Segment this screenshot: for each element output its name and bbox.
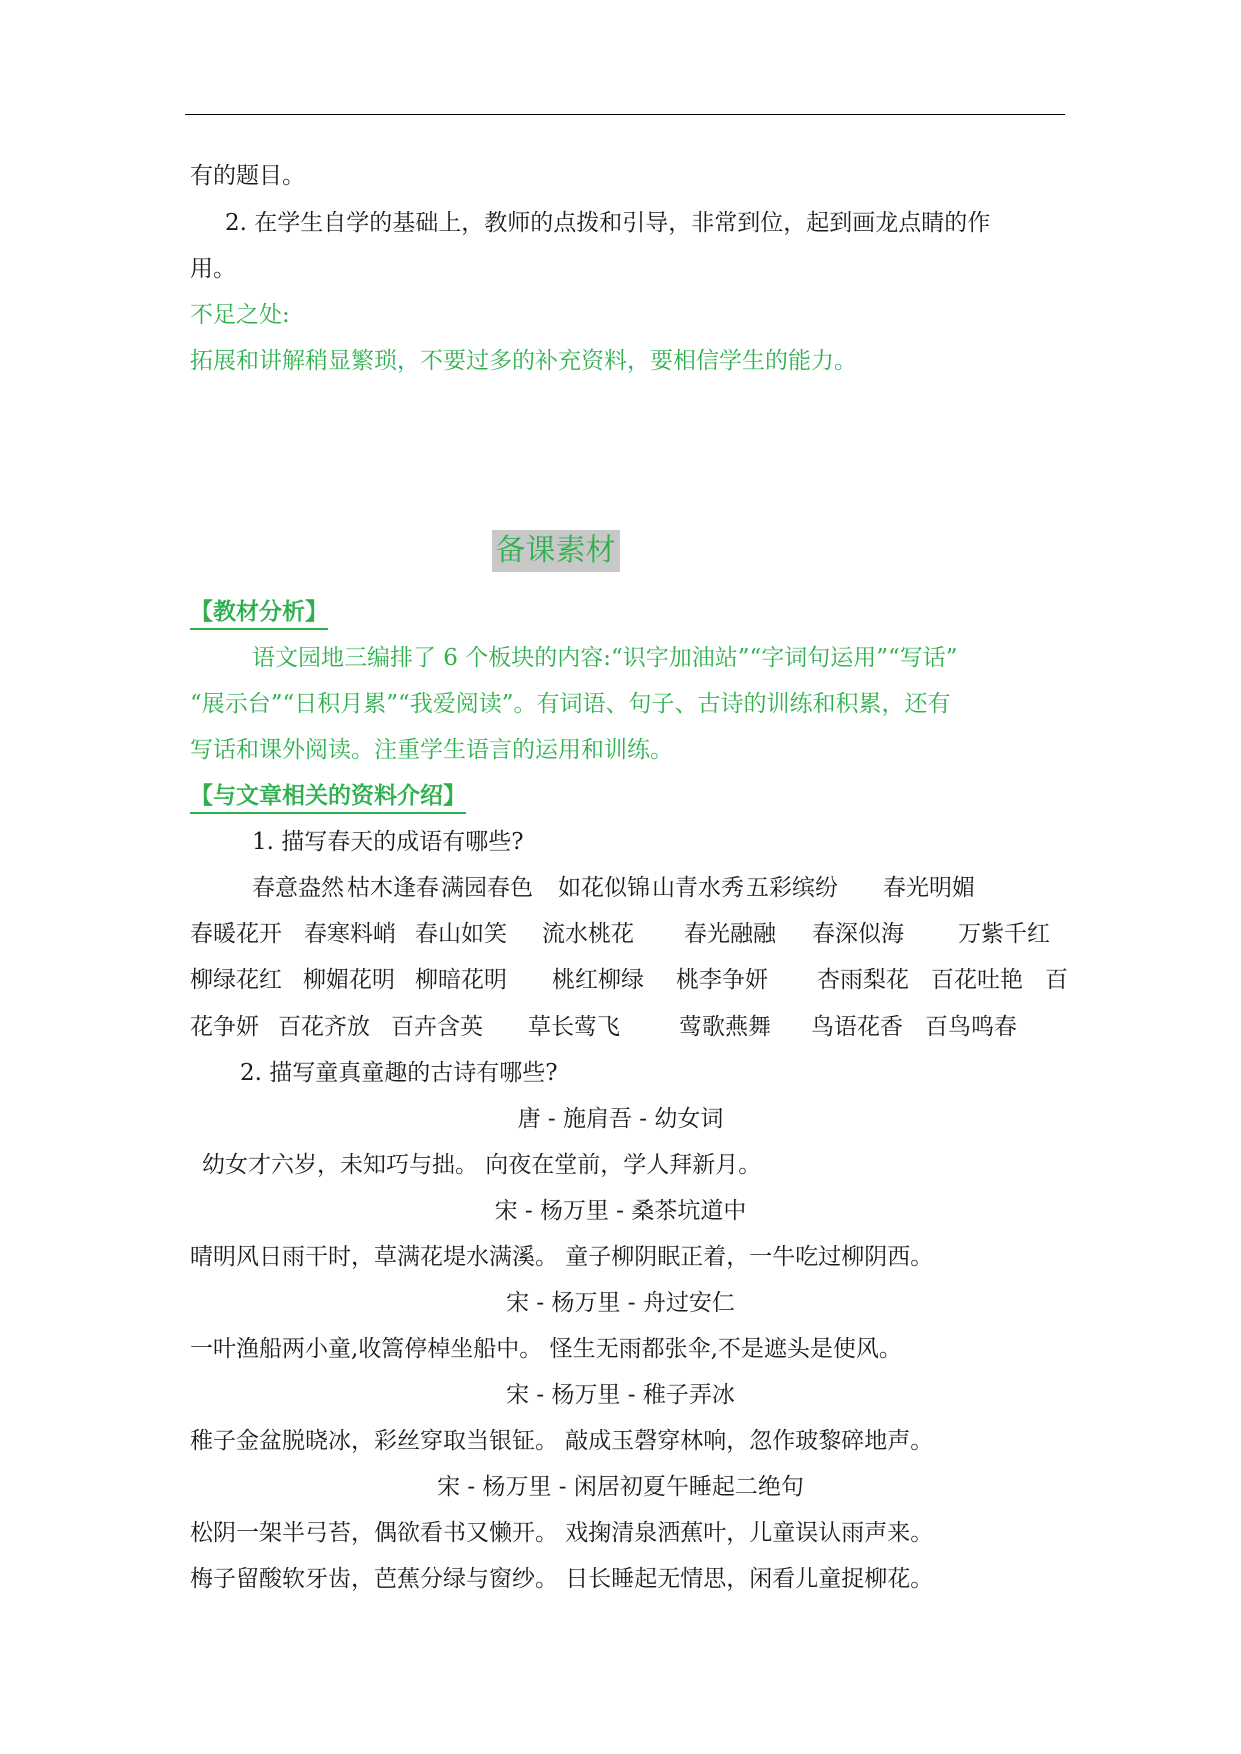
poem-line: 稚子金盆脱晓冰，彩丝穿取当银钲。 敲成玉磬穿林响，忽作玻黎碎地声。 [190, 1428, 934, 1454]
poem-title: 宋 - 杨万里 - 稚子弄冰 [506, 1382, 735, 1408]
idiom: 春山如笑 [415, 921, 507, 947]
idiom: 百花齐放 [278, 1014, 370, 1040]
text-line: 用。 [190, 256, 236, 282]
idiom: 山青水秀 [652, 875, 744, 901]
poem-title: 宋 - 杨万里 - 舟过安仁 [506, 1290, 735, 1316]
idiom: 桃红柳绿 [552, 967, 644, 993]
idiom: 万紫千红 [958, 921, 1050, 947]
shortcoming-text: 拓展和讲解稍显繁琐，不要过多的补充资料，要相信学生的能力。 [190, 348, 857, 374]
idiom: 杏雨梨花 [817, 967, 909, 993]
shortcoming-label: 不足之处: [190, 302, 290, 328]
poem-line: 梅子留酸软牙齿，芭蕉分绿与窗纱。 日长睡起无情思，闲看儿童捉柳花。 [190, 1566, 934, 1592]
idiom: 莺歌燕舞 [679, 1014, 771, 1040]
header-rule [185, 114, 1065, 115]
idiom: 春暖花开 [190, 921, 282, 947]
idiom: 鸟语花香 [811, 1014, 903, 1040]
idiom: 春寒料峭 [304, 921, 396, 947]
question-2: 2. 描写童真童趣的古诗有哪些? [240, 1060, 558, 1086]
poem-line: 晴明风日雨干时，草满花堤水满溪。 童子柳阴眠正着，一牛吃过柳阴西。 [190, 1244, 934, 1270]
idiom: 春深似海 [812, 921, 904, 947]
idiom: 春光融融 [684, 921, 776, 947]
idiom: 百花吐艳 [931, 967, 1023, 993]
idiom: 春光明媚 [883, 875, 975, 901]
materials-title: 【与文章相关的资料介绍】 [190, 781, 466, 814]
idiom: 百 [1045, 967, 1068, 993]
idiom: 百卉含英 [391, 1014, 483, 1040]
question-1: 1. 描写春天的成语有哪些? [252, 829, 524, 855]
poem-title: 宋 - 杨万里 - 桑茶坑道中 [494, 1198, 747, 1224]
section-heading: 备课素材 [492, 530, 620, 572]
idiom: 流水桃花 [542, 921, 634, 947]
analysis-line: 写话和课外阅读。注重学生语言的运用和训练。 [190, 737, 673, 763]
poem-title: 唐 - 施肩吾 - 幼女词 [517, 1106, 724, 1132]
idiom: 花争妍 [190, 1014, 259, 1040]
idiom: 柳暗花明 [415, 967, 507, 993]
poem-line: 幼女才六岁，未知巧与拙。 向夜在堂前，学人拜新月。 [202, 1152, 762, 1178]
poem-line: 一叶渔船两小童,收篙停棹坐船中。 怪生无雨都张伞,不是遮头是使风。 [190, 1336, 902, 1362]
idiom: 如花似锦 [558, 875, 650, 901]
idiom: 五彩缤纷 [746, 875, 838, 901]
analysis-line: 语文园地三编排了 6 个板块的内容:“识字加油站”“字词句运用”“写话” [252, 645, 958, 671]
idiom: 百鸟鸣春 [925, 1014, 1017, 1040]
poem-title: 宋 - 杨万里 - 闲居初夏午睡起二绝句 [437, 1474, 804, 1500]
poem-line: 松阴一架半弓苔，偶欲看书又懒开。 戏掬清泉洒蕉叶，儿童误认雨声来。 [190, 1520, 934, 1546]
analysis-title: 【教材分析】 [190, 597, 328, 630]
idiom: 枯木逢春 [347, 875, 439, 901]
idiom: 草长莺飞 [528, 1014, 620, 1040]
idiom: 春意盎然 [252, 875, 344, 901]
analysis-line: “展示台”“日积月累”“我爱阅读”。有词语、句子、古诗的训练和积累，还有 [190, 691, 951, 717]
idiom: 桃李争妍 [676, 967, 768, 993]
idiom: 满园春色 [441, 875, 533, 901]
text-line: 2. 在学生自学的基础上，教师的点拨和引导，非常到位，起到画龙点睛的作 [225, 210, 991, 236]
text-line: 有的题目。 [190, 163, 305, 189]
idiom: 柳绿花红 [190, 967, 282, 993]
idiom: 柳媚花明 [303, 967, 395, 993]
